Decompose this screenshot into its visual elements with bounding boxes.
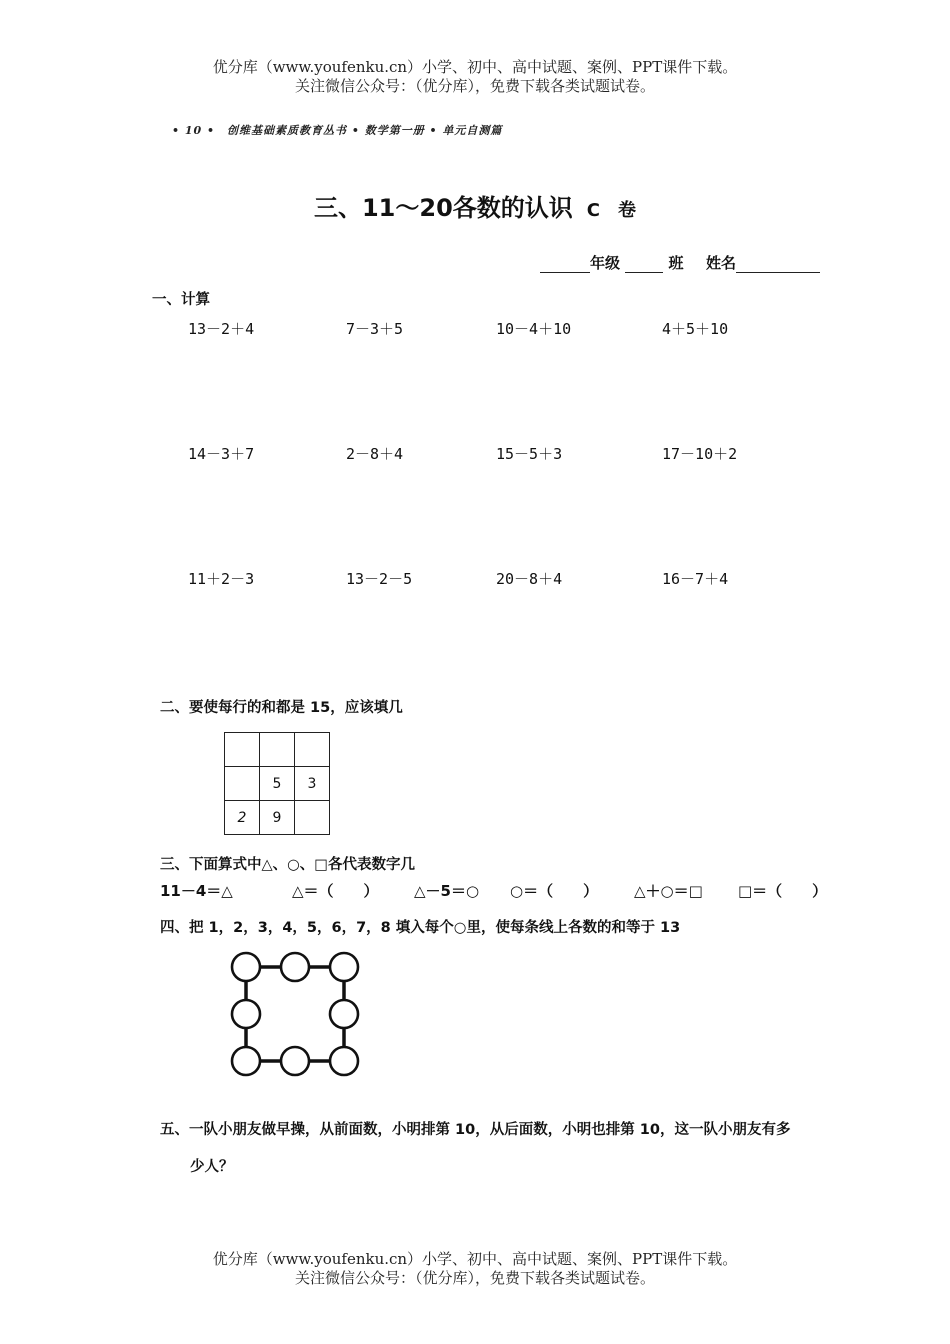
blank-circle bbox=[232, 1000, 260, 1028]
banner-line-1: 优分库（www.youfenku.cn）小学、初中、高中试题、案例、PPT课件下载。 bbox=[212, 58, 738, 76]
grid-cell bbox=[260, 733, 295, 767]
section3-equations bbox=[160, 880, 827, 901]
banner-line-2: 关注微信公众号：（优分库），免费下载各类试题试卷。 bbox=[294, 1269, 655, 1287]
blank-circle bbox=[330, 1000, 358, 1028]
section1-heading: 一、计算 bbox=[152, 292, 210, 308]
section2-heading: 二、要使每行的和都是 15，应该填几 bbox=[160, 700, 403, 716]
grid-cell bbox=[295, 733, 330, 767]
calc-item: 14－3＋7 bbox=[188, 445, 255, 463]
equation-item: □＝（ ） bbox=[738, 882, 828, 900]
class-blank bbox=[625, 258, 663, 273]
grade-blank bbox=[540, 258, 590, 273]
student-info bbox=[540, 252, 820, 273]
class-label: 班 bbox=[668, 254, 684, 272]
blank-circle bbox=[232, 953, 260, 981]
name-blank bbox=[736, 258, 820, 273]
blank-circle bbox=[330, 1047, 358, 1075]
equation-item: △＝（ ） bbox=[292, 882, 379, 900]
equation-item: △－5＝○ bbox=[414, 882, 480, 900]
banner-line-2: 关注微信公众号：（优分库），免费下载各类试题试卷。 bbox=[294, 77, 655, 95]
calc-item: 15－5＋3 bbox=[496, 445, 563, 463]
section5-line-2: 少人？ bbox=[190, 1159, 234, 1175]
section3-heading: 三、下面算式中△、○、□各代表数字几 bbox=[160, 857, 416, 873]
calc-item: 16－7＋4 bbox=[662, 570, 729, 588]
equation-item: 11－4＝△ bbox=[160, 882, 233, 900]
calc-item: 13－2－5 bbox=[346, 570, 413, 588]
grid-cell bbox=[295, 801, 330, 835]
title-main: 三、11～20各数的认识 bbox=[313, 194, 573, 222]
equation-item: ○＝（ ） bbox=[510, 882, 599, 900]
grid-cell: 2 bbox=[225, 801, 260, 835]
grade-label: 年级 bbox=[590, 254, 621, 272]
top-banner bbox=[0, 58, 950, 96]
grid-cell: 9 bbox=[260, 801, 295, 835]
calc-item: 2－8＋4 bbox=[346, 445, 404, 463]
calc-item: 4＋5＋10 bbox=[662, 320, 729, 338]
calc-item: 13－2＋4 bbox=[188, 320, 255, 338]
calc-item: 11＋2－3 bbox=[188, 570, 255, 588]
circle-square-diagram bbox=[222, 945, 368, 1085]
grid-cell: 5 bbox=[260, 767, 295, 801]
blank-circle bbox=[281, 1047, 309, 1075]
blank-circle bbox=[232, 1047, 260, 1075]
grid-cell bbox=[225, 733, 260, 767]
magic-grid bbox=[224, 732, 330, 835]
blank-circle bbox=[281, 953, 309, 981]
section4-heading: 四、把 1，2，3，4，5，6，7，8 填入每个○里，使每条线上各数的和等于 13 bbox=[160, 920, 681, 936]
page-title bbox=[0, 188, 950, 223]
calc-item: 7－3＋5 bbox=[346, 320, 404, 338]
grid-cell bbox=[225, 767, 260, 801]
section5-line-1: 五、一队小朋友做早操，从前面数，小明排第 10，从后面数，小明也排第 10，这一队小朋友有多 bbox=[160, 1122, 791, 1138]
banner-line-1: 优分库（www.youfenku.cn）小学、初中、高中试题、案例、PPT课件下载。 bbox=[212, 1250, 738, 1268]
calc-item: 17－10＋2 bbox=[662, 445, 738, 463]
calc-item: 10－4＋10 bbox=[496, 320, 572, 338]
name-label: 姓名 bbox=[705, 254, 736, 272]
blank-circle bbox=[330, 953, 358, 981]
equation-item: △＋○＝□ bbox=[634, 882, 703, 900]
title-suffix: C 卷 bbox=[586, 200, 636, 221]
calc-item: 20－8＋4 bbox=[496, 570, 563, 588]
running-header: • 10 • 创维基础素质教育丛书 • 数学第一册 • 单元自测篇 bbox=[172, 124, 503, 137]
grid-cell: 3 bbox=[295, 767, 330, 801]
bottom-banner bbox=[0, 1250, 950, 1288]
